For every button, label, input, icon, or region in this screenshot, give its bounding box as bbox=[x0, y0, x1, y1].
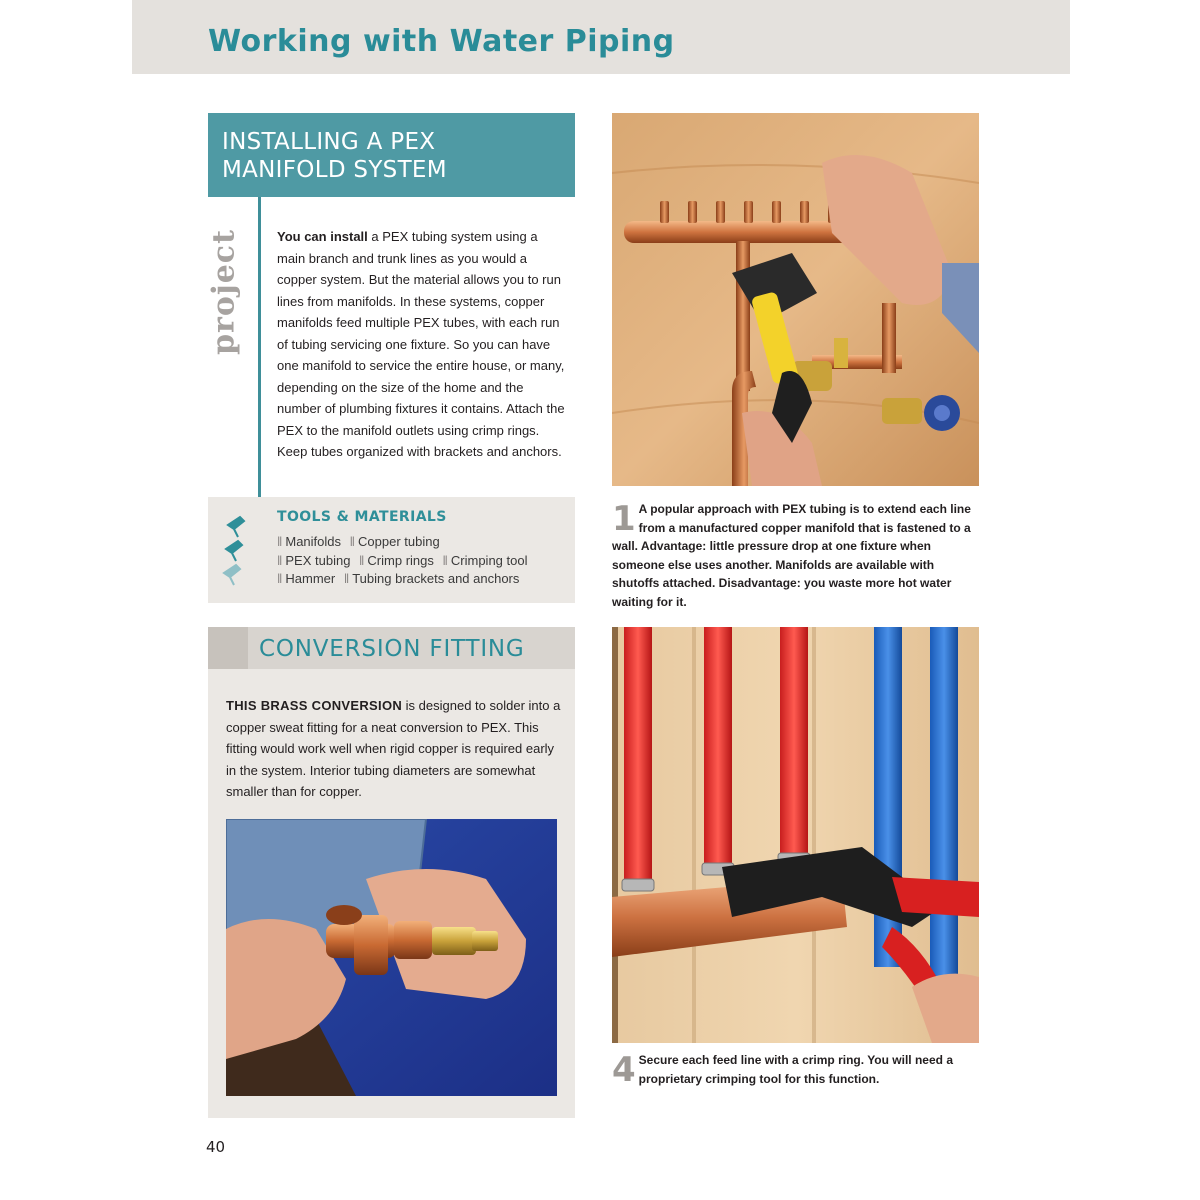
project-title-bar bbox=[208, 113, 575, 197]
intro-lead: You can install bbox=[277, 229, 368, 244]
sidebar-header bbox=[208, 627, 575, 669]
tools-item: ‖ PEX tubing bbox=[277, 553, 350, 568]
step-1-number: 1 bbox=[612, 499, 636, 539]
tools-line bbox=[277, 552, 569, 571]
sidebar-text bbox=[226, 695, 562, 803]
intro-body: a PEX tubing system using a main branch and trunk lines as you would a copper system. But the material allows you to run lines from manifolds. In these systems, copper manifolds feed multiple PEX tubes, with each run of tubing servicing one fixture. So you can have one manifold to service the entire house, or many, depending on the size of the home and the number of plumbing fixtures it contains. Attach the PEX to the manifold outlets using crimp rings. Keep tubes organized with brackets and anchors. bbox=[277, 229, 565, 459]
sidebar-header-notch bbox=[208, 627, 248, 669]
project-side-label: project bbox=[206, 229, 242, 355]
sidebar-lead: THIS BRASS CONVERSION bbox=[226, 698, 403, 713]
tools-line bbox=[277, 533, 569, 552]
tools-list bbox=[277, 533, 569, 589]
tools-line bbox=[277, 570, 569, 589]
manifold-photo bbox=[612, 113, 979, 486]
step-4-text: Secure each feed line with a crimp ring. You will need a proprietary crimping tool for this function. bbox=[638, 1053, 953, 1086]
tools-title: TOOLS & MATERIALS bbox=[277, 509, 447, 525]
sidebar-body: is designed to solder into a copper sweat fitting for a neat conversion to PEX. This fitting would work well when rigid copper is required early in the system. Interior tubing diameters are somewhat smaller than for copper. bbox=[226, 698, 561, 799]
tools-item: ‖ Hammer bbox=[277, 571, 335, 586]
project-title-line-2: MANIFOLD SYSTEM bbox=[222, 157, 447, 183]
step-4-caption bbox=[612, 1051, 979, 1088]
conversion-fitting-sidebar bbox=[208, 627, 575, 1118]
tools-item: ‖ Copper tubing bbox=[350, 534, 440, 549]
chapter-title: Working with Water Piping bbox=[208, 24, 675, 59]
project-intro bbox=[277, 226, 569, 463]
project-title-line-1: INSTALLING A PEX bbox=[222, 129, 436, 155]
project-title bbox=[222, 128, 447, 184]
crimping-photo bbox=[612, 627, 979, 1043]
page-number: 40 bbox=[206, 1138, 226, 1156]
step-4-number: 4 bbox=[612, 1050, 636, 1090]
page-header bbox=[132, 0, 1070, 74]
tools-materials-box bbox=[208, 497, 575, 603]
tools-icon bbox=[222, 511, 250, 589]
tools-item: ‖ Manifolds bbox=[277, 534, 341, 549]
step-1-caption bbox=[612, 500, 979, 611]
step-1-text: A popular approach with PEX tubing is to extend each line from a manufactured copper manifold that is fastened to a wall. Advantage: little pressure drop at one fixture when someone else uses another. Manifolds are available with shutoffs attached. Disadvantage: you waste more hot water waiting for it. bbox=[612, 502, 971, 609]
tools-item: ‖ Tubing brackets and anchors bbox=[344, 571, 520, 586]
conversion-fitting-photo bbox=[226, 819, 557, 1096]
tools-item: ‖ Crimp rings bbox=[359, 553, 434, 568]
tools-item: ‖ Crimping tool bbox=[443, 553, 528, 568]
sidebar-title: CONVERSION FITTING bbox=[259, 636, 525, 662]
